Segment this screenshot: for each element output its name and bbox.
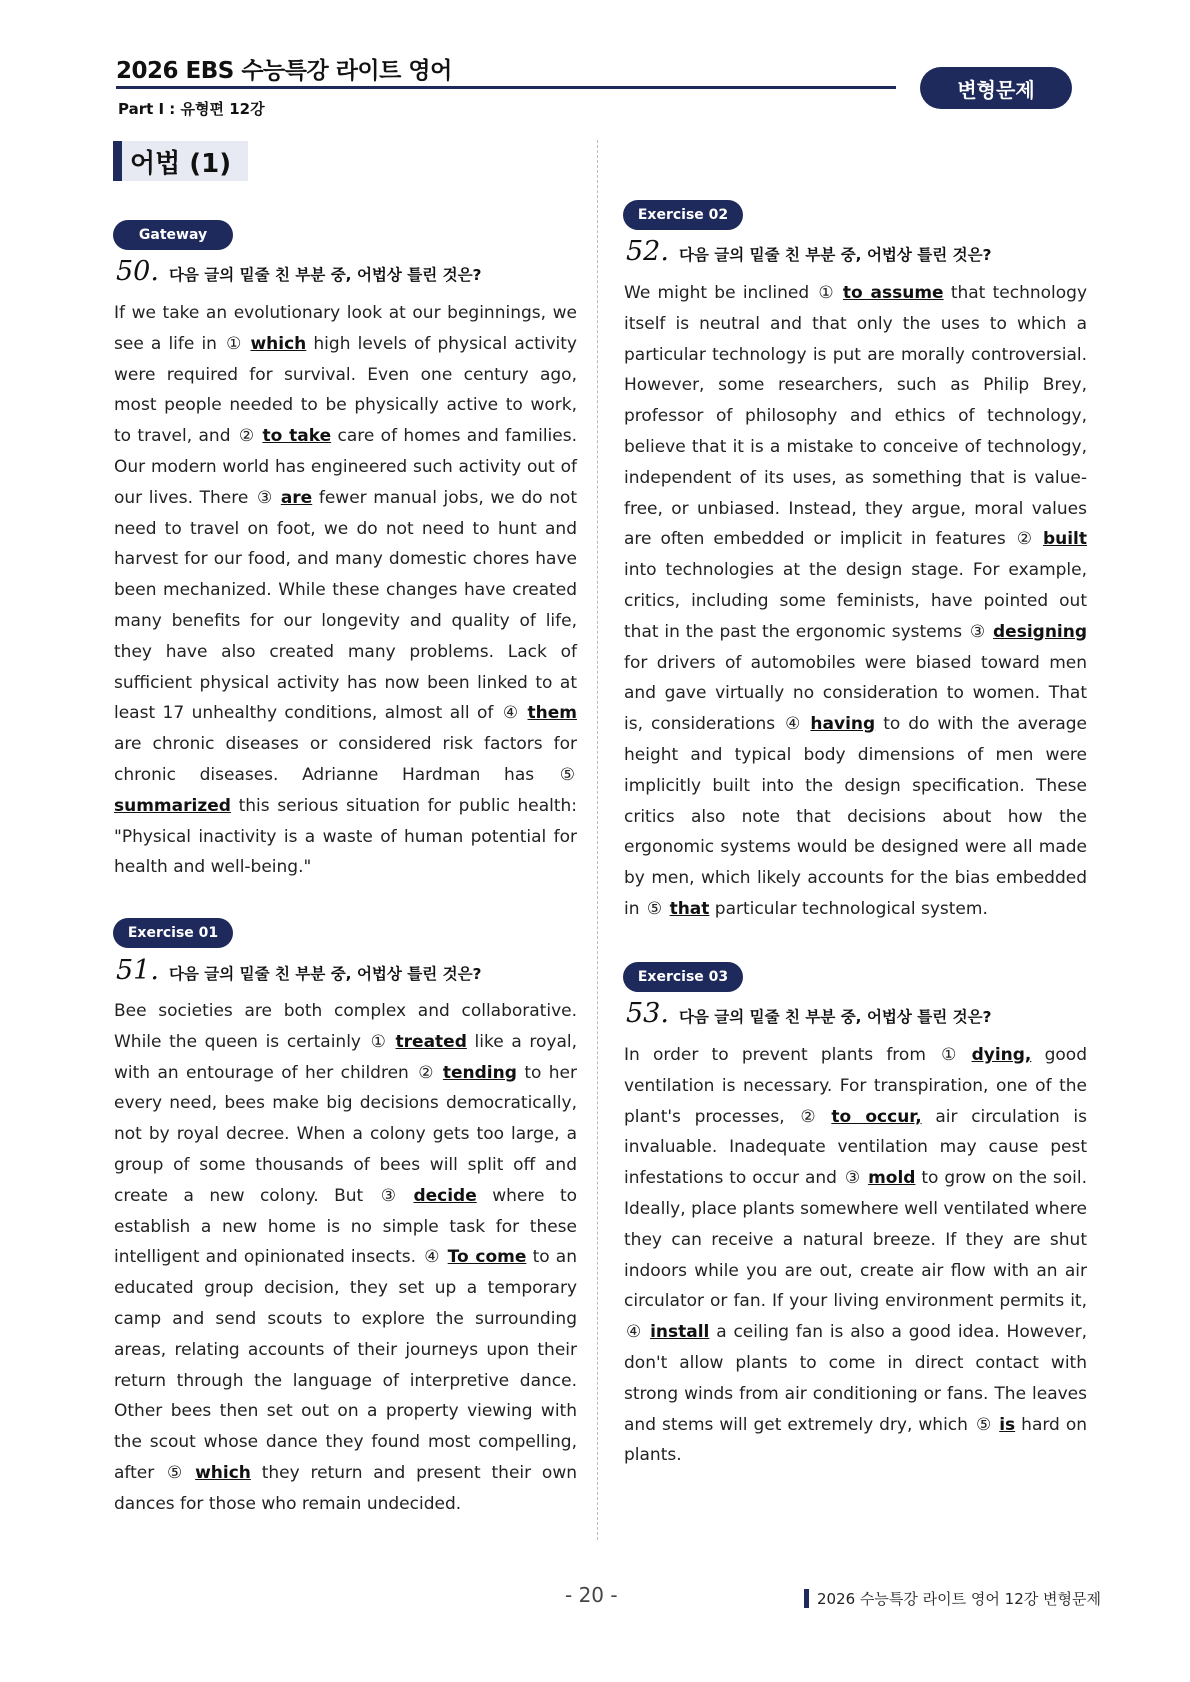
section-marker [113, 141, 122, 181]
choice-marker: ④ [626, 1322, 642, 1343]
choice-marker: ⑤ [975, 1414, 992, 1435]
passage-text: into technologies at the design stage. For example, critics, including some feminists, have pointed out that in the past the ergonomic systems [624, 560, 1087, 642]
choice-marker: ① [818, 283, 834, 303]
choice-marker: ④ [424, 1247, 440, 1268]
underlined-choice: them [527, 703, 577, 724]
variant-badge: 변형문제 [920, 67, 1072, 109]
choice-marker: ② [418, 1062, 434, 1083]
passage-text: We might be inclined [624, 283, 810, 303]
choice-marker: ① [226, 333, 242, 354]
underlined-choice: to take [262, 426, 332, 447]
passage-text: for drivers of automobiles were biased toward men and gave virtually no consideration to women. That is, considerations [624, 652, 1087, 735]
part-label: Part Ⅰ : 유형편 12강 [118, 100, 265, 118]
underlined-choice: install [650, 1322, 710, 1343]
underlined-choice: which [250, 333, 307, 354]
choice-marker: ⑤ [167, 1462, 183, 1483]
passage-text: fewer manual jobs, we do not need to travel on foot, we do not need to hunt and harvest for our food, and many domestic chores have been mechanized. While these changes have created many benefits for our longevity and quality of life, they have also created many problems. Lack of sufficient physical activity has now been linked to at least 17 unhealthy conditions, almost all of [114, 487, 577, 724]
question-52-passage [624, 278, 1087, 925]
underlined-choice: dying, [971, 1045, 1032, 1065]
question-instruction: 다음 글의 밑줄 친 부분 중, 어법상 틀린 것은? [168, 266, 482, 284]
choice-marker: ③ [969, 621, 986, 642]
passage-text: that technology itself is neutral and that only the uses to which a particular technology is put are morally controversial. However, some researchers, such as Philip Brey, professor of philosophy and ethics of technology, believe that it is a mistake to conceive of technology, independent of its uses, as something that is value-free, or unbiased. Instead, they argue, moral values are often embedded or implicit in features [624, 283, 1088, 550]
exercise-badge: Exercise 02 [623, 200, 743, 230]
underlined-choice: which [195, 1462, 251, 1483]
passage-text: hard on plants. [624, 1414, 1088, 1466]
passage-text: In order to prevent plants from [624, 1045, 926, 1065]
choice-marker: ④ [502, 703, 519, 724]
passage-text: like a royal, with an entourage of her children [114, 1031, 578, 1083]
choice-marker: ③ [256, 487, 273, 508]
underlined-choice: To come [447, 1247, 527, 1268]
question-52-prompt [626, 236, 992, 267]
footer-marker [804, 1589, 809, 1608]
question-instruction: 다음 글의 밑줄 친 부분 중, 어법상 틀린 것은? [678, 1008, 992, 1026]
passage-text: Bee societies are both complex and collaborative. While the queen is certainly [114, 1001, 577, 1052]
passage-text: If we take an evolutionary look at our beginnings, we see a life in [114, 303, 577, 354]
underlined-choice: is [999, 1414, 1016, 1435]
passage-text: to do with the average height and typical body dimensions of men were implicitly built into the design specification. These critics also note that decisions about how the ergonomic systems would be designed were all made by men, which likely accounts for the bias embedded in [624, 714, 1087, 919]
passage-text: air circulation is invaluable. Inadequate ventilation may cause pest infestations to occur and [624, 1106, 1088, 1189]
underlined-choice: that [669, 898, 710, 919]
passage-text: particular technological system. [714, 898, 988, 919]
header-rule [116, 86, 896, 89]
choice-marker: ⑤ [646, 898, 663, 919]
footer-text: 2026 수능특강 라이트 영어 12강 변형문제 [817, 1590, 1101, 1608]
choice-marker: ③ [380, 1185, 396, 1206]
passage-text: to grow on the soil. Ideally, place plants somewhere well ventilated where they can receive a natural breeze. If they are shut indoors while you are out, create air flow with an air circulator or fan. If your living environment permits it, [624, 1168, 1088, 1312]
passage-text: to her every need, bees make big decisions democratically, not by royal decree. When a colony gets too large, a group of some thousands of bees will split off and create a new colony. But [114, 1062, 578, 1206]
column-divider [597, 140, 598, 1540]
underlined-choice: having [810, 714, 876, 735]
choice-marker: ② [800, 1106, 816, 1127]
choice-marker: ② [1016, 529, 1032, 550]
underlined-choice: treated [395, 1031, 467, 1052]
exercise-badge: Exercise 01 [113, 918, 233, 948]
passage-text: where to establish a new home is no simple task for these intelligent and opinionated insects. [114, 1185, 578, 1268]
question-53-passage [624, 1040, 1087, 1471]
passage-text: are chronic diseases or considered risk factors for chronic diseases. Adrianne Hardman has [114, 734, 577, 785]
question-instruction: 다음 글의 밑줄 친 부분 중, 어법상 틀린 것은? [168, 965, 482, 983]
question-53-prompt [626, 998, 992, 1029]
question-50-prompt [116, 256, 482, 287]
choice-marker: ④ [785, 714, 801, 735]
choice-marker: ① [370, 1031, 386, 1052]
passage-text: care of homes and families. Our modern world has engineered such activity out of our lives. There [114, 426, 578, 508]
underlined-choice: decide [413, 1185, 477, 1206]
underlined-choice: built [1042, 529, 1087, 550]
passage-text: this serious situation for public health: "Physical inactivity is a waste of human potential for health and well-being." [114, 795, 577, 878]
question-number: 50. [116, 256, 159, 287]
underlined-choice: designing [993, 621, 1088, 642]
underlined-choice: are [280, 487, 313, 508]
question-number: 51. [116, 955, 159, 986]
passage-text: a ceiling fan is also a good idea. However, don't allow plants to come in direct contact with strong winds from air conditioning or fans. The leaves and stems will get extremely dry, which [624, 1322, 1087, 1435]
question-51-prompt [116, 955, 482, 986]
underlined-choice: summarized [114, 795, 231, 816]
section-title: 어법 (1) [130, 148, 232, 179]
underlined-choice: tending [442, 1062, 517, 1083]
underlined-choice: mold [868, 1168, 916, 1189]
exercise-badge: Exercise 03 [623, 962, 743, 992]
page-number: - 20 - [565, 1583, 618, 1607]
question-instruction: 다음 글의 밑줄 친 부분 중, 어법상 틀린 것은? [678, 246, 992, 264]
passage-text: good ventilation is necessary. For transpiration, one of the plant's processes, [624, 1045, 1087, 1127]
choice-marker: ③ [844, 1168, 861, 1189]
choice-marker: ⑤ [559, 764, 575, 785]
passage-text: high levels of physical activity were required for survival. Even one century ago, most people needed to be physically active to work, to travel, and [114, 333, 577, 447]
gateway-badge: Gateway [113, 220, 233, 250]
choice-marker: ② [238, 426, 255, 447]
underlined-choice: to occur, [831, 1106, 922, 1127]
document-title: 2026 EBS 수능특강 라이트 영어 [116, 58, 452, 84]
footer [804, 1588, 1101, 1609]
underlined-choice: to assume [842, 283, 944, 303]
question-number: 52. [626, 236, 669, 267]
question-50-passage [114, 298, 577, 883]
passage-text: they return and present their own dances for those who remain undecided. [114, 1462, 577, 1514]
question-51-passage [114, 996, 577, 1520]
passage-text: to an educated group decision, they set up a temporary camp and send scouts to explore the surrounding areas, relating accounts of their journeys upon their return through the language of interpretive dance. Other bees then set out on a property viewing with the scout whose dance they found most compelling, after [114, 1247, 578, 1483]
choice-marker: ① [941, 1045, 957, 1065]
question-number: 53. [626, 998, 669, 1029]
section-heading [113, 141, 248, 181]
